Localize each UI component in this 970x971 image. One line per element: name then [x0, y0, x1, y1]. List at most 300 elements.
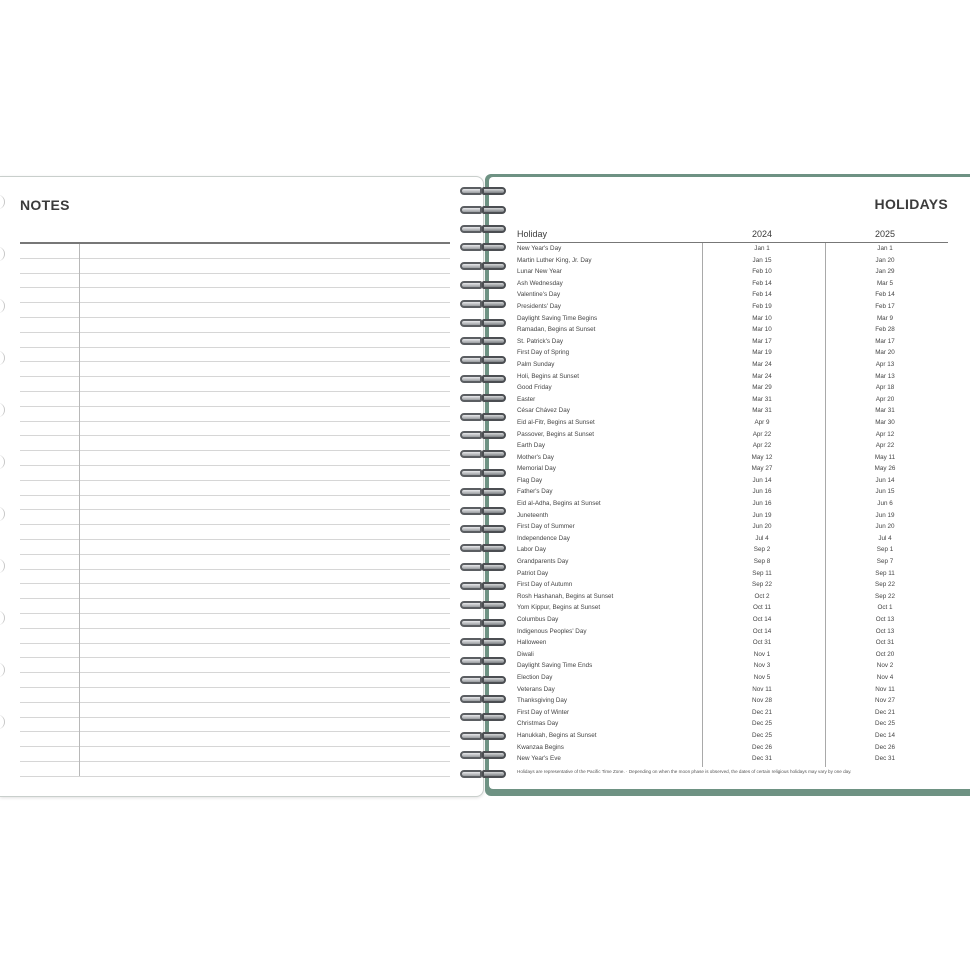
- note-line[interactable]: [20, 318, 450, 333]
- spiral-wire: [482, 676, 506, 684]
- spiral-wire: [460, 695, 482, 703]
- note-line[interactable]: [20, 644, 450, 659]
- spiral-wire: [460, 225, 482, 233]
- spiral-wire: [460, 488, 482, 496]
- table-row: [517, 405, 948, 417]
- holiday-date-2025: Dec 31: [875, 755, 895, 763]
- holidays-footnote: Holidays are representative of the Pacific Time Zone. · Depending on when the moon phase is observed, the dates of certain religious holidays may vary by one day.: [517, 769, 852, 774]
- note-line[interactable]: [20, 629, 450, 644]
- spiral-ring: [458, 430, 510, 441]
- spiral-ring: [458, 506, 510, 517]
- holiday-name: Indigenous Peoples' Day: [517, 627, 587, 635]
- spiral-wire: [482, 638, 506, 646]
- holiday-date-2025: Nov 27: [875, 697, 895, 705]
- spiral-wire: [460, 544, 482, 552]
- holiday-date-2024: Nov 3: [753, 662, 771, 670]
- spiral-wire: [460, 676, 482, 684]
- holiday-date-2025: Dec 26: [875, 743, 895, 751]
- table-row: [517, 742, 948, 754]
- holiday-name: Hanukkah, Begins at Sunset: [517, 731, 597, 739]
- holiday-name: Eid al-Fitr, Begins at Sunset: [517, 418, 595, 426]
- spiral-wire: [482, 281, 506, 289]
- note-line[interactable]: [20, 362, 450, 377]
- spiral-wire: [482, 300, 506, 308]
- spiral-ring: [458, 750, 510, 761]
- holiday-date-2024: Oct 2: [754, 592, 770, 600]
- holiday-date-2025: Sep 1: [876, 546, 894, 554]
- table-row: [517, 684, 948, 696]
- holiday-name: Ramadan, Begins at Sunset: [517, 326, 596, 334]
- holiday-date-2025: Nov 11: [875, 685, 895, 693]
- holiday-date-2025: Sep 11: [875, 569, 895, 577]
- holiday-date-2025: May 26: [874, 465, 896, 473]
- page-hole: [0, 195, 5, 209]
- holiday-date-2024: Apr 22: [752, 442, 772, 450]
- holiday-name: Halloween: [517, 639, 547, 647]
- note-line[interactable]: [20, 584, 450, 599]
- spiral-wire: [482, 770, 506, 778]
- table-row: [517, 417, 948, 429]
- note-line[interactable]: [20, 718, 450, 733]
- holiday-name: Eid al-Adha, Begins at Sunset: [517, 500, 601, 508]
- spiral-wire: [482, 319, 506, 327]
- holiday-date-2024: Jun 14: [752, 476, 772, 484]
- column-header-holiday: Holiday: [517, 229, 548, 239]
- holiday-date-2025: Sep 22: [875, 592, 895, 600]
- holiday-date-2024: Dec 25: [752, 731, 772, 739]
- table-row: [517, 336, 948, 348]
- holiday-name: Yom Kippur, Begins at Sunset: [517, 604, 601, 612]
- holiday-date-2025: Jun 20: [875, 523, 895, 531]
- spiral-ring: [458, 675, 510, 686]
- note-line[interactable]: [20, 762, 450, 777]
- table-row: [517, 382, 948, 394]
- holiday-name: First Day of Winter: [517, 708, 570, 716]
- spiral-wire: [482, 431, 506, 439]
- holiday-date-2025: Apr 13: [875, 360, 895, 368]
- spiral-wire: [482, 394, 506, 402]
- spiral-wire: [460, 507, 482, 515]
- holiday-name: St. Patrick's Day: [517, 337, 563, 345]
- spiral-ring: [458, 656, 510, 667]
- holiday-date-2025: Dec 14: [875, 731, 895, 739]
- spiral-ring: [458, 224, 510, 235]
- spiral-wire: [482, 732, 506, 740]
- holiday-date-2024: Oct 31: [752, 639, 772, 647]
- holiday-name: Flag Day: [517, 476, 543, 484]
- note-line[interactable]: [20, 392, 450, 407]
- note-line[interactable]: [20, 481, 450, 496]
- spiral-wire: [482, 488, 506, 496]
- holiday-date-2024: Sep 11: [752, 569, 772, 577]
- spiral-wire: [460, 356, 482, 364]
- holiday-name: Memorial Day: [517, 465, 556, 473]
- note-line[interactable]: [20, 540, 450, 555]
- table-row: [517, 463, 948, 475]
- holiday-date-2024: Mar 29: [752, 384, 772, 392]
- spiral-wire: [482, 563, 506, 571]
- holiday-date-2025: Apr 22: [875, 442, 895, 450]
- spiral-ring: [458, 318, 510, 329]
- spiral-wire: [460, 300, 482, 308]
- table-row: [517, 602, 948, 614]
- table-row: [517, 591, 948, 603]
- page-hole: [0, 663, 5, 677]
- holiday-name: Juneteenth: [517, 511, 549, 519]
- table-row: [517, 359, 948, 371]
- holiday-date-2024: May 27: [751, 465, 773, 473]
- holiday-name: Presidents' Day: [517, 302, 561, 310]
- holiday-date-2024: Feb 14: [752, 291, 772, 299]
- table-row: [517, 660, 948, 672]
- table-row: [517, 289, 948, 301]
- holiday-date-2024: Dec 21: [752, 708, 772, 716]
- note-line[interactable]: [20, 422, 450, 437]
- holiday-date-2024: Mar 31: [752, 407, 772, 415]
- page-hole: [0, 507, 5, 521]
- spiral-wire: [460, 525, 482, 533]
- holiday-date-2025: Nov 4: [876, 673, 894, 681]
- spiral-wire: [482, 225, 506, 233]
- holiday-date-2025: Oct 13: [875, 627, 895, 635]
- holiday-date-2024: Sep 2: [753, 546, 771, 554]
- page-hole: [0, 611, 5, 625]
- spiral-wire: [460, 563, 482, 571]
- page-hole: [0, 247, 5, 261]
- spiral-wire: [460, 751, 482, 759]
- holiday-name: Daylight Saving Time Ends: [517, 662, 593, 670]
- spiral-ring: [458, 600, 510, 611]
- holiday-date-2025: Dec 21: [875, 708, 895, 716]
- spiral-ring: [458, 769, 510, 780]
- holiday-date-2024: Feb 10: [752, 268, 772, 276]
- holiday-date-2024: Jun 19: [752, 511, 772, 519]
- table-row: [517, 475, 948, 487]
- holiday-date-2024: Jan 1: [754, 245, 770, 252]
- spiral-wire: [460, 601, 482, 609]
- spiral-ring: [458, 355, 510, 366]
- holiday-name: Diwali: [517, 650, 534, 658]
- note-line[interactable]: [20, 333, 450, 348]
- spiral-ring: [458, 562, 510, 573]
- spiral-wire: [482, 544, 506, 552]
- note-line[interactable]: [20, 303, 450, 318]
- table-row: [517, 626, 948, 638]
- holiday-name: Thanksgiving Day: [517, 697, 568, 705]
- spiral-ring: [458, 637, 510, 648]
- holiday-date-2024: Feb 19: [752, 302, 772, 310]
- holiday-date-2025: Apr 18: [875, 384, 895, 392]
- holiday-date-2024: Sep 8: [753, 558, 771, 566]
- note-line[interactable]: [20, 436, 450, 451]
- spiral-wire: [482, 337, 506, 345]
- holiday-name: Grandparents Day: [517, 558, 569, 566]
- spiral-wire: [460, 375, 482, 383]
- notes-lines: [20, 244, 450, 777]
- holiday-name: Palm Sunday: [517, 360, 555, 368]
- page-edge-holes: [0, 177, 8, 796]
- spiral-wire: [460, 413, 482, 421]
- holiday-date-2024: Nov 11: [752, 685, 772, 693]
- holiday-date-2025: Mar 31: [875, 407, 895, 415]
- holiday-date-2025: Mar 17: [875, 337, 895, 345]
- table-row: [517, 313, 948, 325]
- spiral-wire: [482, 187, 506, 195]
- holiday-name: Good Friday: [517, 384, 552, 392]
- page-hole: [0, 455, 5, 469]
- holiday-date-2025: May 11: [874, 453, 896, 461]
- holiday-date-2025: Sep 22: [875, 581, 895, 589]
- spiral-ring: [458, 336, 510, 347]
- spiral-ring: [458, 712, 510, 723]
- table-row: [517, 324, 948, 336]
- spiral-wire: [482, 713, 506, 721]
- holiday-date-2024: Mar 24: [752, 360, 772, 368]
- holiday-name: Mother's Day: [517, 453, 554, 461]
- holiday-name: Passover, Begins at Sunset: [517, 430, 595, 438]
- note-line[interactable]: [20, 377, 450, 392]
- holiday-date-2024: Oct 14: [752, 627, 772, 635]
- note-line[interactable]: [20, 288, 450, 303]
- page-hole: [0, 559, 5, 573]
- spiral-wire: [482, 262, 506, 270]
- holiday-date-2025: Dec 25: [875, 720, 895, 728]
- spiral-ring: [458, 449, 510, 460]
- table-row: [517, 614, 948, 626]
- spiral-wire: [460, 187, 482, 195]
- spiral-ring: [458, 186, 510, 197]
- holiday-date-2024: Jul 4: [755, 534, 769, 542]
- column-header-2025: 2025: [874, 229, 896, 239]
- table-row: [517, 730, 948, 742]
- table-row: [517, 255, 948, 267]
- spiral-wire: [460, 713, 482, 721]
- holiday-date-2025: Mar 30: [875, 418, 895, 426]
- holiday-name: Labor Day: [517, 546, 547, 554]
- table-row: [517, 429, 948, 441]
- holiday-name: Easter: [517, 395, 536, 403]
- spiral-wire: [460, 657, 482, 665]
- note-line[interactable]: [20, 525, 450, 540]
- spiral-wire: [482, 450, 506, 458]
- spiral-ring: [458, 618, 510, 629]
- holiday-name: Christmas Day: [517, 720, 559, 728]
- holiday-name: Holi, Begins at Sunset: [517, 372, 579, 380]
- spiral-ring: [458, 242, 510, 253]
- holiday-name: Earth Day: [517, 442, 545, 450]
- table-row: [517, 718, 948, 730]
- spiral-ring: [458, 280, 510, 291]
- table-row: [517, 371, 948, 383]
- table-row: [517, 695, 948, 707]
- table-row: [517, 394, 948, 406]
- holiday-date-2025: Jul 4: [878, 534, 892, 542]
- note-line[interactable]: [20, 688, 450, 703]
- note-line[interactable]: [20, 570, 450, 585]
- note-line[interactable]: [20, 466, 450, 481]
- spiral-wire: [482, 525, 506, 533]
- note-line[interactable]: [20, 244, 450, 259]
- holiday-date-2024: Jan 15: [752, 256, 772, 264]
- holiday-name: Kwanzaa Begins: [517, 743, 564, 751]
- holiday-name: Lunar New Year: [517, 268, 562, 276]
- holiday-name: Veterans Day: [517, 685, 555, 693]
- table-row: [517, 452, 948, 464]
- holiday-date-2025: Feb 14: [875, 291, 895, 299]
- holiday-date-2025: Oct 20: [875, 650, 895, 658]
- spiral-wire: [460, 469, 482, 477]
- notes-margin-line: [79, 244, 80, 776]
- holiday-date-2025: Jun 19: [875, 511, 895, 519]
- spiral-wire: [460, 206, 482, 214]
- table-row: [517, 521, 948, 533]
- spiral-ring: [458, 731, 510, 742]
- spiral-wire: [482, 243, 506, 251]
- table-row: [517, 301, 948, 313]
- spiral-ring: [458, 299, 510, 310]
- spiral-ring: [458, 487, 510, 498]
- note-line[interactable]: [20, 658, 450, 673]
- holiday-date-2024: Mar 31: [752, 395, 772, 403]
- spiral-wire: [482, 657, 506, 665]
- note-line[interactable]: [20, 703, 450, 718]
- note-line[interactable]: [20, 407, 450, 422]
- note-line[interactable]: [20, 555, 450, 570]
- holiday-date-2024: Mar 10: [752, 314, 772, 322]
- holiday-name: New Year's Day: [517, 245, 562, 252]
- holiday-date-2025: Mar 13: [875, 372, 895, 380]
- holiday-date-2024: Dec 25: [752, 720, 772, 728]
- note-line[interactable]: [20, 496, 450, 511]
- spiral-wire: [482, 469, 506, 477]
- spiral-wire: [460, 319, 482, 327]
- table-row: [517, 243, 948, 255]
- holiday-date-2024: Apr 22: [752, 430, 772, 438]
- table-row: [517, 278, 948, 290]
- spiral-ring: [458, 393, 510, 404]
- holiday-date-2024: May 12: [751, 453, 773, 461]
- table-row: [517, 347, 948, 359]
- spiral-wire: [460, 582, 482, 590]
- holiday-date-2025: Mar 5: [876, 279, 894, 287]
- holiday-name: Independence Day: [517, 534, 570, 542]
- spiral-wire: [460, 732, 482, 740]
- spiral-wire: [482, 413, 506, 421]
- table-row: [517, 707, 948, 719]
- holiday-name: Election Day: [517, 673, 553, 681]
- note-line[interactable]: [20, 259, 450, 274]
- holiday-date-2025: Oct 13: [875, 616, 895, 623]
- spiral-wire: [482, 375, 506, 383]
- note-line[interactable]: [20, 348, 450, 363]
- holiday-name: First Day of Spring: [517, 349, 570, 357]
- spiral-wire: [460, 394, 482, 402]
- spiral-ring: [458, 524, 510, 535]
- spiral-wire: [482, 507, 506, 515]
- note-line[interactable]: [20, 614, 450, 629]
- holiday-date-2025: Feb 28: [875, 326, 895, 334]
- holiday-date-2024: Jun 20: [752, 523, 772, 531]
- spiral-wire: [482, 619, 506, 627]
- holiday-date-2024: Mar 10: [752, 326, 772, 334]
- holiday-date-2024: Dec 31: [752, 755, 772, 763]
- table-row: [517, 266, 948, 278]
- holiday-date-2024: Oct 14: [752, 616, 772, 623]
- note-line[interactable]: [20, 673, 450, 688]
- holidays-table-body: [517, 243, 948, 765]
- holiday-date-2024: Sep 22: [752, 581, 772, 589]
- spiral-wire: [460, 431, 482, 439]
- holiday-date-2024: Jun 16: [752, 488, 772, 496]
- spiral-ring: [458, 581, 510, 592]
- holiday-name: Ash Wednesday: [517, 279, 563, 287]
- note-line[interactable]: [20, 747, 450, 762]
- table-row: [517, 649, 948, 661]
- holiday-date-2024: Mar 24: [752, 372, 772, 380]
- spiral-wire: [482, 206, 506, 214]
- holiday-date-2025: Jan 29: [875, 268, 895, 276]
- spiral-binding: [458, 186, 510, 786]
- holiday-date-2025: Feb 17: [875, 302, 895, 310]
- spiral-wire: [460, 450, 482, 458]
- spiral-wire: [460, 638, 482, 646]
- note-line[interactable]: [20, 732, 450, 747]
- note-line[interactable]: [20, 510, 450, 525]
- spiral-wire: [460, 337, 482, 345]
- note-line[interactable]: [20, 274, 450, 289]
- holiday-date-2025: Jun 15: [875, 488, 895, 496]
- spiral-ring: [458, 694, 510, 705]
- notes-title: NOTES: [20, 197, 70, 213]
- table-row: [517, 753, 948, 765]
- holiday-date-2025: Apr 20: [875, 395, 895, 403]
- holiday-date-2025: Oct 1: [877, 604, 893, 612]
- holiday-date-2025: Nov 2: [876, 662, 894, 670]
- spiral-ring: [458, 374, 510, 385]
- holiday-date-2025: Mar 9: [876, 314, 894, 322]
- note-line[interactable]: [20, 599, 450, 614]
- holiday-date-2025: Jun 14: [875, 476, 895, 484]
- table-row: [517, 672, 948, 684]
- spiral-wire: [460, 619, 482, 627]
- holiday-name: Patriot Day: [517, 569, 549, 577]
- holiday-name: Daylight Saving Time Begins: [517, 314, 598, 322]
- spiral-wire: [482, 601, 506, 609]
- page-hole: [0, 715, 5, 729]
- table-row: [517, 510, 948, 522]
- holiday-date-2024: Feb 14: [752, 279, 772, 287]
- spiral-wire: [482, 751, 506, 759]
- holiday-date-2025: Apr 12: [875, 430, 895, 438]
- holiday-date-2025: Jun 6: [877, 500, 893, 508]
- holiday-date-2024: Dec 26: [752, 743, 772, 751]
- holiday-name: New Year's Eve: [517, 755, 561, 763]
- holiday-name: César Chávez Day: [517, 407, 570, 415]
- holiday-date-2025: Jan 20: [875, 256, 895, 264]
- table-row: [517, 486, 948, 498]
- holiday-date-2025: Oct 31: [875, 639, 895, 647]
- table-row: [517, 568, 948, 580]
- table-row: [517, 637, 948, 649]
- table-row: [517, 544, 948, 556]
- holiday-name: Rosh Hashanah, Begins at Sunset: [517, 592, 614, 600]
- page-hole: [0, 351, 5, 365]
- spiral-wire: [482, 582, 506, 590]
- spiral-wire: [460, 281, 482, 289]
- note-line[interactable]: [20, 451, 450, 466]
- spiral-wire: [482, 356, 506, 364]
- holiday-name: First Day of Summer: [517, 523, 575, 531]
